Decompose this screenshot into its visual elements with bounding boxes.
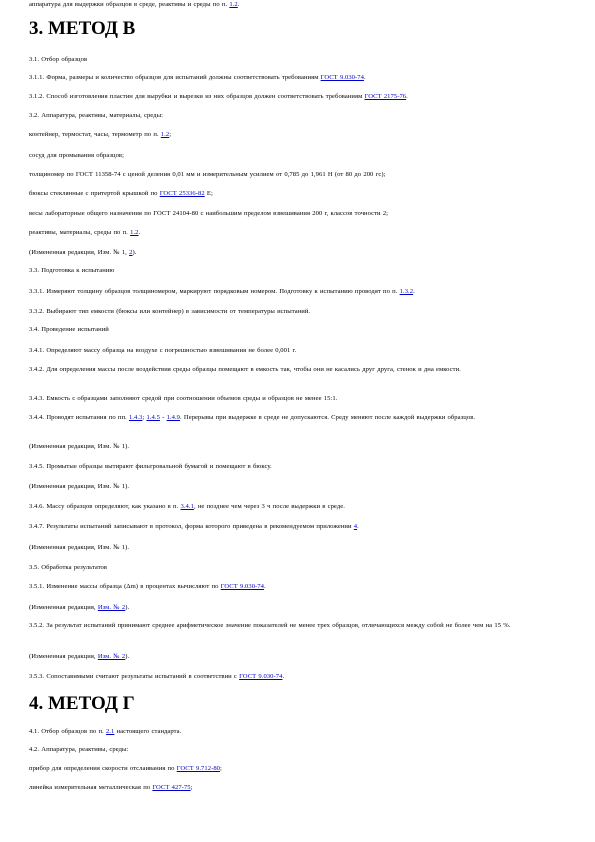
paragraph — [29, 582, 564, 591]
paragraph — [29, 0, 564, 9]
text-run: сосуд для промывания образцов; — [29, 152, 124, 159]
text-run: . — [264, 583, 266, 590]
paragraph — [29, 130, 564, 139]
reference-link[interactable]: 4 — [353, 523, 358, 530]
paragraph — [29, 287, 564, 296]
text-run: 4.2. Аппаратура, реактивы, среды: — [29, 746, 129, 753]
text-run: . — [413, 288, 415, 295]
paragraph — [29, 672, 564, 681]
text-run: весы лабораторные общего назначения по ГОСТ 24104-80 с наибольшим пределом взвешивания 200 г, классов точности 2; — [29, 210, 389, 217]
text-run: . — [357, 523, 359, 530]
text-run: 3.1. Отбор образцов — [29, 56, 88, 63]
paragraph — [29, 745, 564, 754]
text-run: (Измененная редакция, Изм. № 1). — [29, 544, 130, 551]
paragraph — [29, 209, 564, 218]
paragraph — [29, 111, 564, 120]
text-run: (Измененная редакция, Изм. № 1). — [29, 483, 130, 490]
paragraph — [29, 346, 564, 355]
paragraph — [29, 325, 564, 334]
paragraph — [29, 482, 564, 491]
reference-link[interactable]: ГОСТ 25336-82 — [159, 190, 205, 197]
paragraph — [29, 522, 564, 531]
text-run: Е; — [204, 190, 213, 197]
text-run: 3.2. Аппаратура, реактивы, материалы, среды: — [29, 112, 163, 119]
paragraph — [29, 248, 564, 257]
text-run: 3.4.2. Для определения массы после воздействия среды образцы помещают в емкость так, чтобы они не касались друг друга, стенок и дна емкости. — [29, 366, 461, 373]
text-run: реактивы, материалы, среды по п. — [29, 229, 131, 236]
paragraph — [29, 92, 564, 101]
text-run: ). — [125, 653, 130, 660]
text-run: ; — [190, 784, 193, 791]
text-run: ; — [169, 131, 172, 138]
reference-link[interactable]: ГОСТ 9.030-74 — [239, 673, 283, 680]
section-heading: 4. МЕТОД Г — [29, 693, 135, 714]
paragraph — [29, 189, 564, 198]
paragraph — [29, 394, 564, 403]
text-run: аппаратура для выдержки образцов в среде, реактивы и среды по п. — [29, 1, 230, 8]
text-run: ). — [132, 249, 137, 256]
section-heading: 3. МЕТОД В — [29, 18, 136, 39]
text-run: (Измененная редакция, Изм. № 1, — [29, 249, 130, 256]
text-run: . — [138, 229, 141, 236]
reference-link[interactable]: ГОСТ 427-75 — [152, 784, 191, 791]
text-run: прибор для определения скорости отслаивания по — [29, 765, 177, 772]
text-run: (Измененная редакция, — [29, 653, 98, 660]
text-run: 3.5. Обработка результатов — [29, 564, 108, 571]
reference-link[interactable]: 1.2 — [160, 131, 170, 138]
text-run: контейнер, термостат, часы, термометр по п. — [29, 131, 161, 138]
reference-link[interactable]: 1.2 — [130, 229, 139, 236]
text-run: ; — [142, 414, 147, 421]
paragraph — [29, 442, 564, 451]
text-run: 3.3.1. Измеряют толщину образцов толщиномером, маркируют порядковым номером. Подготовку к испытанию проводят по п. — [29, 288, 400, 295]
paragraph — [29, 603, 564, 612]
paragraph — [29, 462, 564, 471]
text-run: ). — [125, 604, 130, 611]
reference-link[interactable]: 1.2 — [229, 1, 238, 8]
reference-link[interactable]: 1.4.9 — [166, 414, 181, 421]
text-run: толщиномер по ГОСТ 11358-74 с ценой деления 0,01 мм и измерительным усилием от 0,785 до 1,961 Н (от 80 до 200 гс); — [29, 171, 386, 178]
paragraph — [29, 151, 564, 160]
text-run: 3.5.3. Сопоставимыми считают результаты испытаний в соответствии с — [29, 673, 240, 680]
reference-link[interactable]: ГОСТ 2175-76 — [364, 93, 407, 100]
paragraph — [29, 502, 564, 511]
paragraph — [29, 170, 564, 179]
text-run: . — [237, 1, 240, 8]
paragraph — [29, 365, 564, 374]
paragraph — [29, 228, 564, 237]
text-run: 3.4.3. Емкость с образцами заполняют средой при соотношении объемов среды и образцов не менее 15:1. — [29, 395, 338, 402]
paragraph — [29, 266, 564, 275]
text-run: 3.1.2. Способ изготовления пластин для вырубки и вырезки из них образцов должен соответствовать требованиям — [29, 93, 365, 100]
reference-link[interactable]: 3.4.1 — [180, 503, 194, 510]
reference-link[interactable]: 2.1 — [105, 728, 115, 735]
text-run: . — [363, 74, 366, 81]
text-run: 4.1. Отбор образцов по п. — [29, 728, 106, 735]
reference-link[interactable]: Изм. № 2 — [97, 604, 126, 611]
text-run: 3.4.5. Промытые образцы вытирают фильтровальной бумагой и помещают в бюксу. — [29, 463, 272, 470]
text-run: , не позднее чем через 3 ч после выдержки в среде. — [193, 503, 345, 510]
paragraph — [29, 621, 564, 630]
text-run: - — [159, 414, 167, 421]
paragraph — [29, 73, 564, 82]
paragraph — [29, 55, 564, 64]
paragraph — [29, 783, 564, 792]
text-run: 3.5.2. За результат испытаний принимают среднее арифметическое значение показателей не менее трех образцов, отличающихся между собой не более чем на 15 %. — [29, 622, 511, 629]
text-run: (Измененная редакция, — [29, 604, 98, 611]
reference-link[interactable]: 1.3.2 — [399, 288, 414, 295]
paragraph — [29, 652, 564, 661]
text-run: . Перерывы при выдержке в среде не допускаются. Среду меняют после каждой выдержки образцов. — [180, 414, 476, 421]
text-run: 3.4.6. Массу образцов определяют, как указано в п. — [29, 503, 181, 510]
reference-link[interactable]: 2 — [129, 249, 133, 256]
paragraph — [29, 563, 564, 572]
text-run: 3.4.7. Результаты испытаний записывают в протокол, форма которого приведена в рекомендуемом приложении — [29, 523, 354, 530]
reference-link[interactable]: ГОСТ 9.030-74 — [320, 74, 364, 81]
reference-link[interactable]: 1.4.3 — [128, 414, 143, 421]
text-run: ; — [220, 765, 222, 772]
reference-link[interactable]: Изм. № 2 — [97, 653, 126, 660]
text-run: 3.4. Проведение испытаний — [29, 326, 109, 333]
text-run: (Измененная редакция, Изм. № 1). — [29, 443, 130, 450]
text-run: 3.4.1. Определяют массу образца на воздухе с погрешностью взвешивания не более 0,001 г. — [29, 347, 297, 354]
paragraph — [29, 727, 564, 736]
paragraph — [29, 413, 564, 422]
reference-link[interactable]: 1.4.5 — [146, 414, 160, 421]
reference-link[interactable]: ГОСТ 9.712-80 — [176, 765, 221, 772]
reference-link[interactable]: ГОСТ 9.030-74 — [220, 583, 264, 590]
paragraph — [29, 307, 564, 316]
text-run: . — [282, 673, 285, 680]
paragraph — [29, 543, 564, 552]
text-run: 3.5.1. Изменение массы образца (Δm) в процентах вычисляют по — [29, 583, 221, 590]
text-run: бюксы стеклянные с притертой крышкой по — [29, 190, 160, 197]
text-run: 3.3. Подготовка к испытанию — [29, 267, 115, 274]
text-run: 3.1.1. Форма, размеры и количество образцов для испытаний должны соответствовать требованиям — [29, 74, 321, 81]
text-run: линейка измерительная металлическая по — [29, 784, 153, 791]
text-run: . — [406, 93, 408, 100]
text-run: 3.4.4. Проводят испытания по пп. — [29, 414, 129, 421]
text-run: настоящего стандарта. — [114, 728, 182, 735]
paragraph — [29, 764, 564, 773]
text-run: 3.3.2. Выбирают тип емкости (бюксы или контейнер) в зависимости от температуры испытаний. — [29, 308, 311, 315]
